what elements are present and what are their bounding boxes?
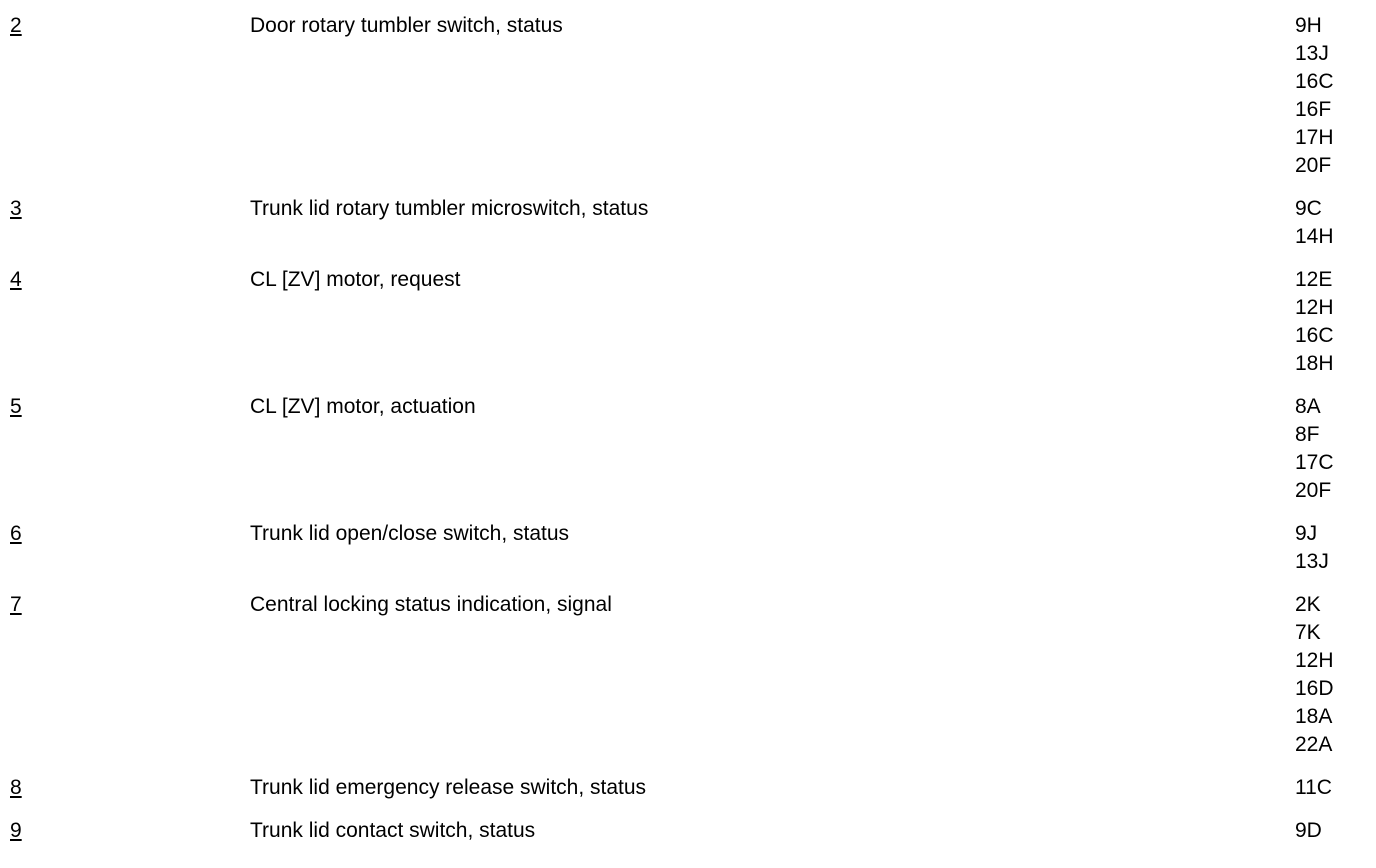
row-number-link[interactable]: 4 [10, 268, 22, 291]
row-locations [1295, 195, 1334, 251]
location-code: 12H [1295, 296, 1334, 319]
location-code: 9H [1295, 14, 1322, 37]
row-description: Central locking status indication, signal [250, 593, 612, 616]
location-code: 13J [1295, 550, 1329, 573]
row-description: CL [ZV] motor, actuation [250, 395, 476, 418]
location-code: 20F [1295, 479, 1332, 502]
location-code: 13J [1295, 42, 1329, 65]
location-code: 2K [1295, 593, 1321, 616]
row-number-link[interactable]: 8 [10, 776, 22, 799]
row-locations [1295, 774, 1332, 802]
row-locations [1295, 266, 1334, 378]
location-code: 16D [1295, 677, 1334, 700]
location-code: 9J [1295, 522, 1318, 545]
row-description: Door rotary tumbler switch, status [250, 14, 563, 37]
row-number-link[interactable]: 2 [10, 14, 22, 37]
location-code: 17H [1295, 126, 1334, 149]
location-code: 17C [1295, 451, 1334, 474]
location-code: 8A [1295, 395, 1321, 418]
table-row [0, 393, 1376, 520]
row-description: Trunk lid open/close switch, status [250, 522, 570, 545]
row-locations [1295, 393, 1334, 505]
row-locations [1295, 12, 1334, 180]
location-code: 14H [1295, 225, 1334, 248]
location-code: 12H [1295, 649, 1334, 672]
row-locations [1295, 520, 1329, 576]
location-code: 12E [1295, 268, 1333, 291]
location-code: 8F [1295, 423, 1320, 446]
table-row [0, 591, 1376, 774]
location-code: 16C [1295, 324, 1334, 347]
row-locations [1295, 817, 1322, 845]
location-code: 9C [1295, 197, 1322, 220]
location-code: 16F [1295, 98, 1332, 121]
location-code: 18A [1295, 705, 1333, 728]
row-locations [1295, 591, 1334, 759]
row-description: Trunk lid rotary tumbler microswitch, status [250, 197, 649, 220]
row-description: Trunk lid emergency release switch, status [250, 776, 647, 799]
location-code: 7K [1295, 621, 1321, 644]
table-row [0, 817, 1376, 860]
location-code: 9D [1295, 819, 1322, 842]
signal-table [0, 12, 1376, 860]
row-description: CL [ZV] motor, request [250, 268, 461, 291]
row-number-link[interactable]: 9 [10, 819, 22, 842]
row-number-link[interactable]: 5 [10, 395, 22, 418]
location-code: 20F [1295, 154, 1332, 177]
row-description: Trunk lid contact switch, status [250, 819, 536, 842]
location-code: 22A [1295, 733, 1333, 756]
row-number-link[interactable]: 3 [10, 197, 22, 220]
table-row [0, 266, 1376, 393]
table-row [0, 774, 1376, 817]
table-row [0, 12, 1376, 195]
location-code: 11C [1295, 776, 1332, 799]
row-number-link[interactable]: 6 [10, 522, 22, 545]
location-code: 18H [1295, 352, 1334, 375]
table-row [0, 195, 1376, 266]
location-code: 16C [1295, 70, 1334, 93]
table-row [0, 520, 1376, 591]
row-number-link[interactable]: 7 [10, 593, 22, 616]
